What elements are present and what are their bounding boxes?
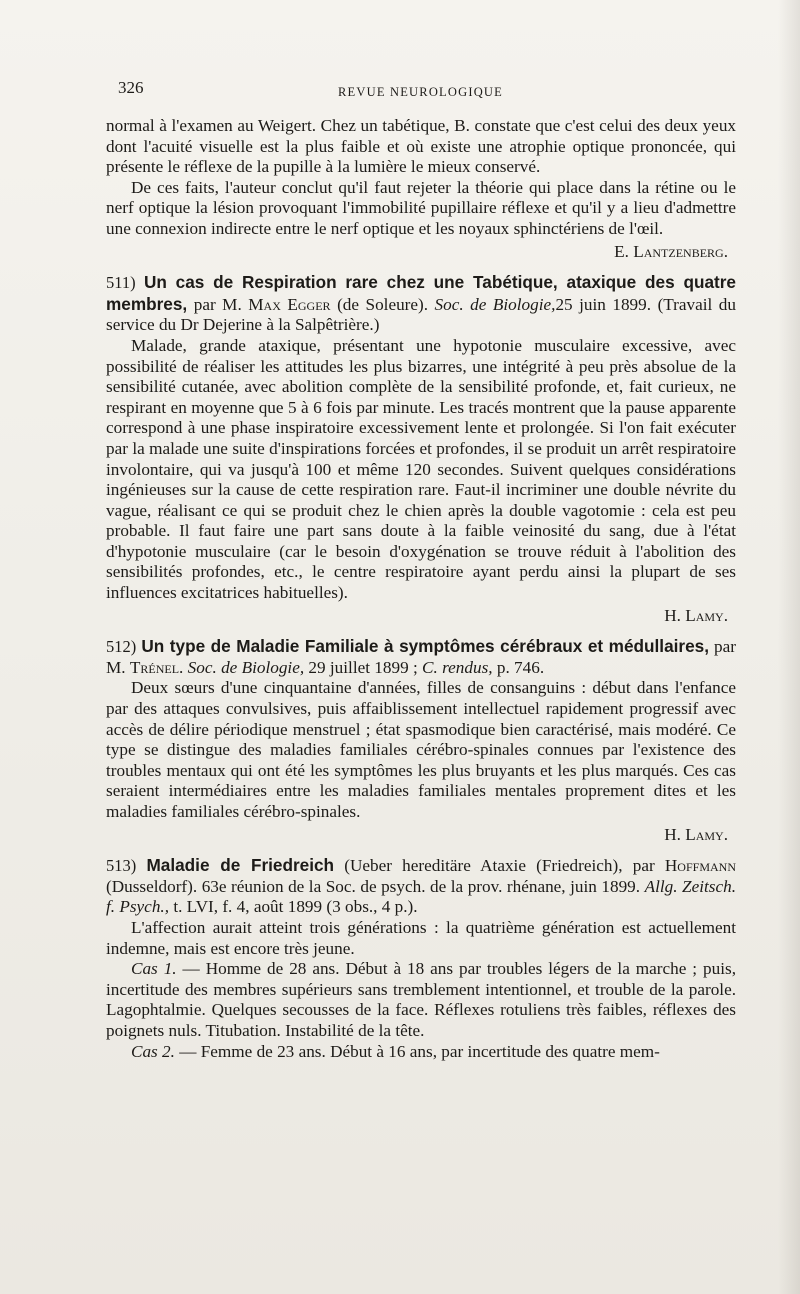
entry-journal: Soc. de Biologie, — [183, 657, 305, 677]
page-edge-shadow — [778, 0, 800, 1294]
reviewer-signature: H. Lamy. — [664, 605, 728, 625]
reviewer-signature: E. Lantzenberg. — [614, 241, 728, 261]
entry-note: (Travail du service du Dr Dejerine à la Salpêtrière.) — [106, 294, 736, 335]
entry-title: Un type de Maladie Familiale à symptômes cérébraux et médullaires, — [141, 636, 709, 657]
text-block — [106, 116, 736, 1062]
prev-entry-paragraph: De ces faits, l'auteur conclut qu'il faut rejeter la théorie qui place dans la rétine ou le nerf optique la lésion provoquant l'immobilité pupillaire réflexe et qu'il y a lieu d'admettre une connexion indirecte entre le nerf optique et les noyaux sphinctériens de l'œil. — [106, 177, 736, 238]
entry-author: Max Egger — [248, 294, 331, 314]
entry-513-case-2: Cas 2. — Femme de 23 ans. Début à 16 ans, par incertitude des quatre mem- — [131, 1041, 660, 1061]
entry-author: Hoffmann — [664, 856, 736, 876]
entry-number: 512) — [106, 637, 137, 657]
entry-journal: Allg. Zeitsch. f. Psych., — [106, 876, 737, 917]
entry-journal: Soc. de Biologie, — [434, 294, 556, 314]
prev-entry-paragraph: normal à l'examen au Weigert. Chez un tabétique, B. constate que c'est celui des deux yeux dont l'acuité visuelle est la plus faible et où existe une atrophie optique prononcée, qui présente le réflexe de la pupille à la lumière le mieux conservé. — [106, 116, 736, 177]
journal-title: REVUE NEUROLOGIQUE — [338, 85, 503, 99]
page-number: 326 — [118, 78, 144, 97]
reviewer-signature: H. Lamy. — [664, 824, 728, 844]
entry-title: Un cas de Respiration rare chez une Tabétique, ataxique des quatre membres, — [106, 272, 736, 314]
entry-number: 513) — [106, 856, 137, 876]
entry-513-heading: 513) Maladie de Friedreich (Ueber hereditäre Ataxie (Friedreich), par Hoffmann (Dusseldorf). 63e réunion de la Soc. de psych. de la prov. rhénane, juin 1899. Allg. Zeitsch. f. Psych., t. LVI, f. 4, août 1899 (3 obs., 4 p.). — [106, 855, 737, 917]
entry-511-heading: 511) Un cas de Respiration rare chez une Tabétique, ataxique des quatre membres, par M. Max Egger (de Soleure). Soc. de Biologie,25 juin 1899. (Travail du service du Dr Dejerine à la Salpêtrière.) — [106, 272, 736, 335]
entry-author: Trénel. — [129, 657, 184, 677]
entry-512-heading: 512) Un type de Maladie Familiale à symptômes cérébraux et médullaires, par M. Trénel. Soc. de Biologie, 29 juillet 1899 ; C. rendus, p. 746. — [106, 636, 736, 677]
entry-title: Maladie de Friedreich — [146, 855, 335, 876]
entry-journal: C. rendus, — [422, 657, 493, 677]
entry-513-paragraph: L'affection aurait atteint trois générations : la quatrième génération est actuellement indemne, mais est encore très jeune. — [106, 917, 736, 958]
running-head — [118, 72, 738, 102]
entry-number: 511) — [106, 273, 136, 293]
entry-512-body: Deux sœurs d'une cinquantaine d'années, filles de consanguins : début dans l'enfance par des attaques convulsives, puis affaiblissement intellectuel rapidement progressif avec accès de délire périodique menstruel ; état spasmodique bien caractérisé, mais modéré. Ce type se distingue des maladies familiales cérébro-spinales connues par l'existence des troubles mentaux qui ont été les symptômes les plus bruyants et les plus marqués. Ces cas seraient intermédiaires entre les maladies familiales mentales proprement dites et les maladies familiales cérébro-spinales. — [106, 678, 736, 821]
entry-511-body: Malade, grande ataxique, présentant une hypotonie musculaire excessive, avec possibilité de réaliser les attitudes les plus bizarres, une intégrité à peu près absolue de la sensibilité cutanée, avec abolition complète de la sensibilité profonde, et, fait curieux, ne respirant en moyenne que 5 à 6 fois par minute. Les tracés montrent que la pause apparente correspond à une phase inspiratoire excessivement lente et prolongée. Si l'on fait exécuter par la malade une suite d'inspirations forcées et profondes, il se produit un arrêt respiratoire involontaire, qui va jusqu'à 100 et même 120 secondes. Suivent quelques considérations ingénieuses sur la cause de cette respiration rare. Faut-il incriminer une double névrite du vague, réalisant ce qui se produit chez le chien après la double vagotomie : cela est peu probable. Il faut faire une part sans doute à la faible veinosité du sang, due à l'état d'hypotonie musculaire (car le besoin d'oxygénation se trouve réduit à l'abolition des sensibilités profondes, etc., le centre respiratoire ayant perdu ainsi la plupart de ses influences excitatrices habituelles). — [106, 335, 736, 603]
entry-513-case-1: Cas 1. — Homme de 28 ans. Début à 18 ans par troubles légers de la marche ; puis, incertitude des membres supérieurs sans tremblement intentionnel, et trouble de la parole. Lagophtalmie. Quelques secousses de la face. Réflexes rotuliens très faibles, réflexes des poignets nuls. Titubation. Instabilité de la tête. — [106, 959, 736, 1040]
